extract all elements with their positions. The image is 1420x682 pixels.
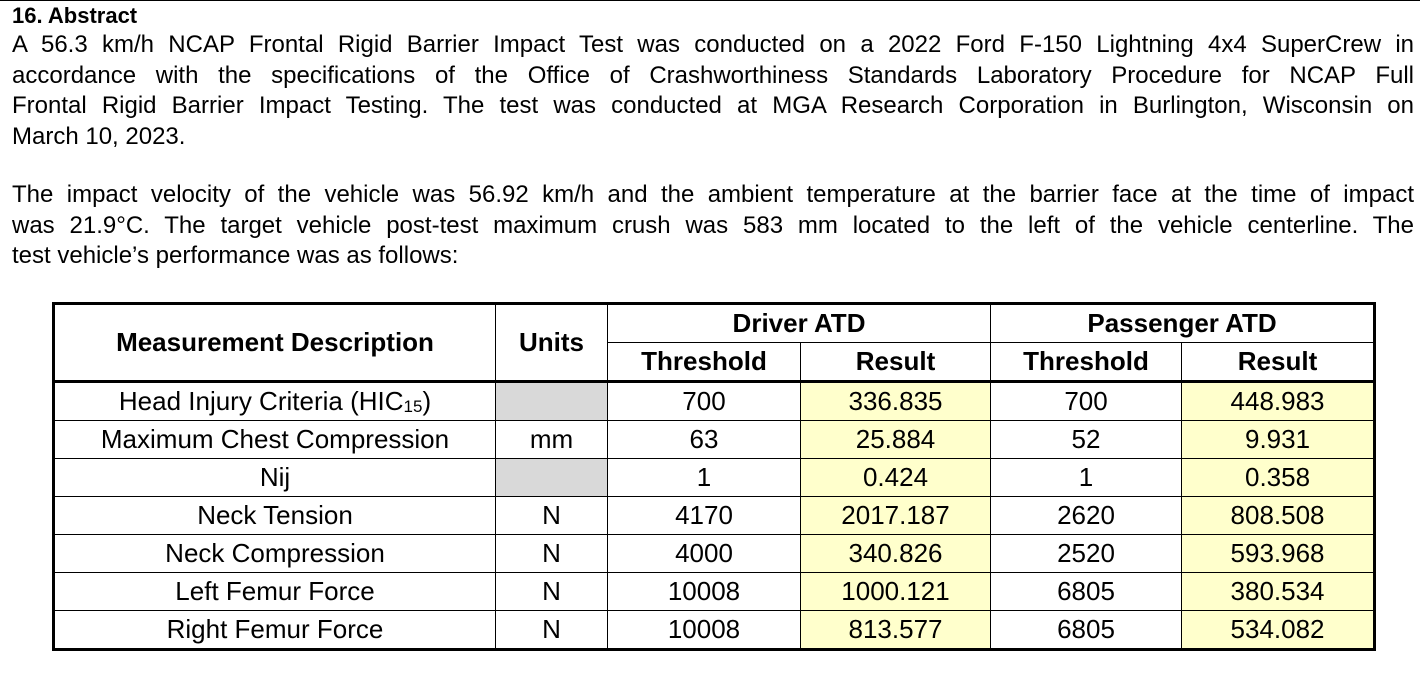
driver-threshold-cell: 1 — [608, 459, 801, 497]
paragraph-line: was 21.9°C. The target vehicle post-test maximum crush was 583 mm located to the left of the vehicle centerline. The — [12, 211, 1414, 239]
header-passenger-atd: Passenger ATD — [991, 304, 1375, 343]
abstract-paragraph-2 — [12, 180, 1414, 272]
measurement-description-cell — [54, 382, 496, 421]
measurement-description: Nij — [259, 462, 291, 492]
paragraph-line: March 10, 2023. — [12, 122, 186, 150]
measurement-suffix: ) — [422, 386, 432, 416]
passenger-result-cell: 448.983 — [1182, 382, 1375, 421]
section-heading: 16. Abstract — [12, 3, 138, 28]
driver-result-cell: 340.826 — [801, 535, 991, 573]
header-passenger-result: Result — [1182, 343, 1375, 382]
performance-table — [52, 302, 1376, 651]
table-row — [54, 611, 1375, 650]
table-row — [54, 382, 1375, 421]
header-passenger-threshold: Threshold — [991, 343, 1182, 382]
abstract-paragraph-1 — [12, 30, 1414, 152]
measurement-description-cell — [54, 421, 496, 459]
table-row — [54, 573, 1375, 611]
passenger-result-cell: 534.082 — [1182, 611, 1375, 650]
driver-result-cell: 0.424 — [801, 459, 991, 497]
passenger-threshold-cell: 1 — [991, 459, 1182, 497]
passenger-threshold-cell: 2520 — [991, 535, 1182, 573]
header-measurement-description: Measurement Description — [54, 304, 496, 382]
measurement-description: Neck Compression — [165, 538, 385, 568]
driver-result-cell: 1000.121 — [801, 573, 991, 611]
table-row — [54, 421, 1375, 459]
paragraph-line: The impact velocity of the vehicle was 56.92 km/h and the ambient temperature at the barrier face at the time of impact — [12, 181, 1414, 208]
driver-threshold-cell: 10008 — [608, 573, 801, 611]
top-rule — [0, 0, 1420, 1]
measurement-description-cell — [54, 611, 496, 650]
measurement-description: Head Injury Criteria (HIC — [118, 386, 404, 416]
driver-result-cell: 336.835 — [801, 382, 991, 421]
header-driver-threshold: Threshold — [608, 343, 801, 382]
measurement-description: Maximum Chest Compression — [100, 424, 450, 454]
measurement-subscript: 15 — [403, 397, 423, 416]
measurement-description-cell — [54, 459, 496, 497]
paragraph-line: A 56.3 km/h NCAP Frontal Rigid Barrier Impact Test was conducted on a 2022 Ford F-150 Lightning 4x4 SuperCrew in — [12, 31, 1414, 58]
passenger-result-cell: 808.508 — [1182, 497, 1375, 535]
driver-threshold-cell: 4170 — [608, 497, 801, 535]
driver-threshold-cell: 700 — [608, 382, 801, 421]
driver-result-cell: 2017.187 — [801, 497, 991, 535]
passenger-threshold-cell: 2620 — [991, 497, 1182, 535]
passenger-threshold-cell: 6805 — [991, 611, 1182, 650]
header-units: Units — [496, 304, 608, 382]
measurement-description: Left Femur Force — [175, 576, 375, 606]
units-cell: mm — [496, 421, 608, 459]
driver-threshold-cell: 10008 — [608, 611, 801, 650]
header-driver-atd: Driver ATD — [608, 304, 991, 343]
paragraph-line: Frontal Rigid Barrier Impact Testing. The test was conducted at MGA Research Corporation in Burlington, Wisconsin on — [12, 92, 1414, 119]
measurement-description-cell — [54, 497, 496, 535]
units-cell: N — [496, 611, 608, 650]
passenger-threshold-cell: 700 — [991, 382, 1182, 421]
passenger-result-cell: 380.534 — [1182, 573, 1375, 611]
units-cell: N — [496, 497, 608, 535]
passenger-threshold-cell: 6805 — [991, 573, 1182, 611]
table-row — [54, 497, 1375, 535]
passenger-result-cell: 593.968 — [1182, 535, 1375, 573]
passenger-result-cell: 9.931 — [1182, 421, 1375, 459]
measurement-description-cell — [54, 573, 496, 611]
passenger-result-cell: 0.358 — [1182, 459, 1375, 497]
units-cell: N — [496, 573, 608, 611]
measurement-description: Neck Tension — [197, 500, 353, 530]
units-cell: N — [496, 535, 608, 573]
measurement-description-cell — [54, 535, 496, 573]
passenger-threshold-cell: 52 — [991, 421, 1182, 459]
driver-result-cell: 25.884 — [801, 421, 991, 459]
paragraph-line: test vehicle’s performance was as follows: — [12, 242, 459, 269]
units-cell — [496, 459, 608, 497]
driver-threshold-cell: 63 — [608, 421, 801, 459]
table-row — [54, 459, 1375, 497]
paragraph-line: accordance with the specifications of the Office of Crashworthiness Standards Laboratory Procedure for NCAP Full — [12, 61, 1414, 89]
header-driver-result: Result — [801, 343, 991, 382]
driver-threshold-cell: 4000 — [608, 535, 801, 573]
table-row — [54, 535, 1375, 573]
measurement-description: Right Femur Force — [166, 614, 384, 644]
driver-result-cell: 813.577 — [801, 611, 991, 650]
units-cell — [496, 382, 608, 421]
